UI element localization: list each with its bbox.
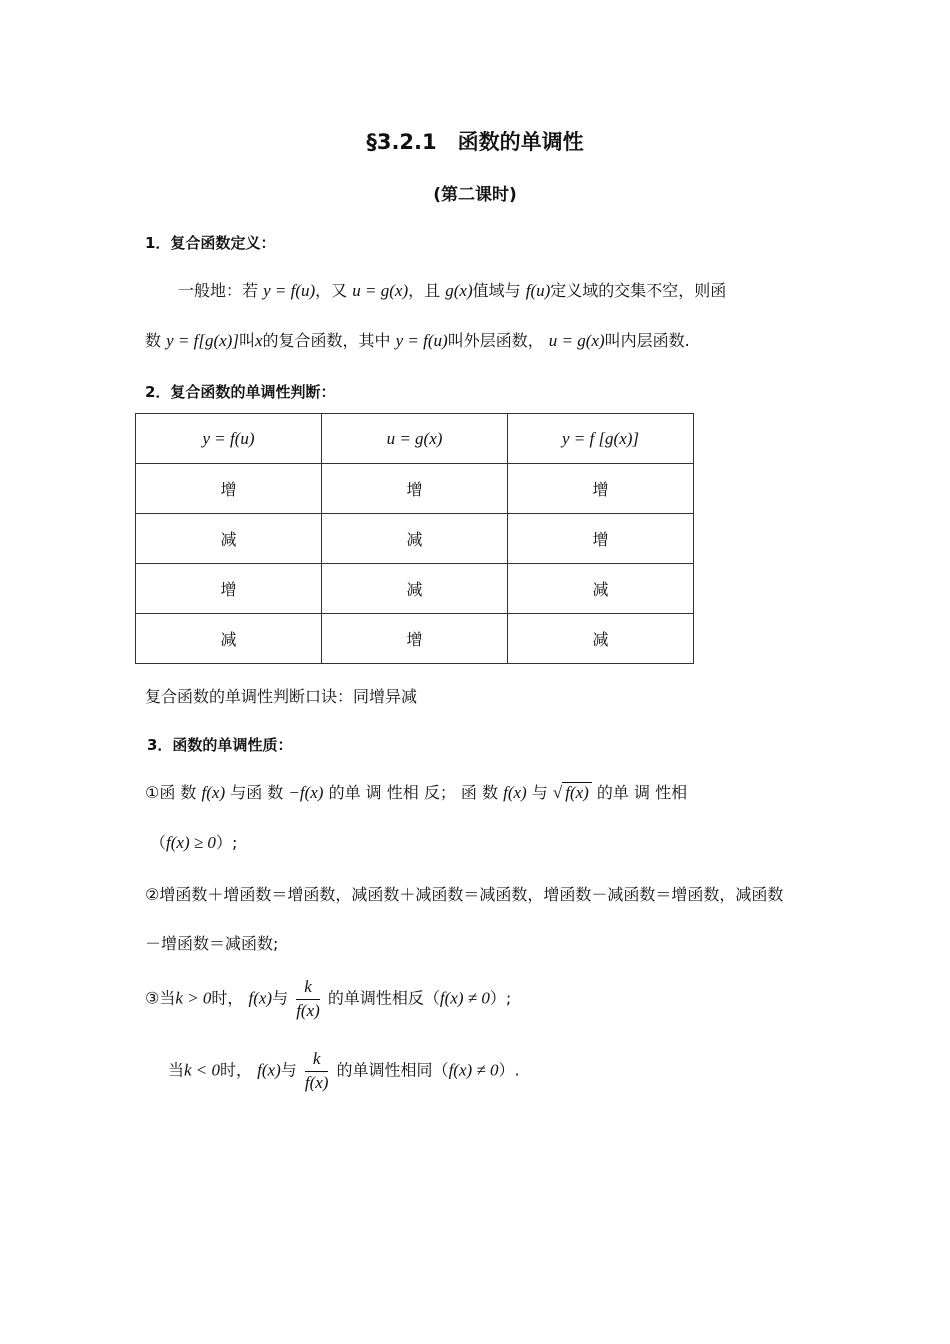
section-1-heading: 1．复合函数定义：: [145, 234, 276, 252]
table-cell: 减: [322, 564, 508, 614]
table-cell: 减: [508, 564, 694, 614]
table-cell: 减: [322, 514, 508, 564]
table-row: [136, 514, 694, 564]
property-1-line-1: ①函 数 f(x) 与函 数 −f(x) 的单 调 性相 反； 函 数 f(x) 与 √ f(x) 的单 调 性相: [145, 783, 688, 802]
fraction-k-over-fx: $\frac{k}{f(x)}$: [296, 977, 320, 1020]
table-note: 复合函数的单调性判断口诀：同增异减: [145, 687, 418, 706]
table-header-cell: y = f [g(x)]: [508, 414, 694, 464]
monotonicity-table: [135, 413, 694, 664]
page-title: §3.2.1 函数的单调性: [366, 130, 584, 154]
table-row: [136, 614, 694, 664]
table-header-row: [136, 414, 694, 464]
table-row: [136, 564, 694, 614]
table-cell: 增: [322, 614, 508, 664]
property-3-line-2: 当k < 0时， f(x)与 $\frac{k}{f(x)}$ 的单调性相同（f(x) ≠ 0）.: [168, 1049, 520, 1092]
table-cell: 增: [322, 464, 508, 514]
property-2-line-1: ②增函数＋增函数＝增函数，减函数＋减函数＝减函数，增函数－减函数＝增函数，减函数: [145, 885, 784, 904]
table-cell: 减: [136, 614, 322, 664]
s1-paragraph-line-1: 一般地：若 y = f(u)，又 u = g(x)，且 g(x)值域与 f(u)定义域的交集不空，则函: [178, 281, 727, 300]
fraction-k-over-fx: $\frac{k}{f(x)}$: [304, 1049, 329, 1092]
property-1-line-2: （f(x) ≥ 0）;: [150, 833, 238, 852]
table-cell: 减: [508, 614, 694, 664]
property-2-line-2: －增函数＝减函数;: [145, 934, 279, 953]
table-cell: 增: [508, 464, 694, 514]
table-header-cell: y = f(u): [136, 414, 322, 464]
section-2-heading: 2．复合函数的单调性判断：: [145, 383, 336, 401]
s1-paragraph-line-2: 数 y = f[g(x)]叫x的复合函数，其中 y = f(u)叫外层函数， u = g(x)叫内层函数.: [145, 331, 690, 350]
page-subtitle: (第二课时): [433, 185, 517, 205]
table-cell: 增: [508, 514, 694, 564]
table-row: [136, 464, 694, 514]
table-cell: 增: [136, 564, 322, 614]
table-cell: 减: [136, 514, 322, 564]
section-3-heading: 3．函数的单调性质：: [147, 736, 293, 754]
table-cell: 增: [136, 464, 322, 514]
property-3-line-1: ③当k > 0时， f(x)与 $\frac{k}{f(x)}$ 的单调性相反（f(x) ≠ 0）;: [145, 977, 512, 1020]
table-header-cell: u = g(x): [322, 414, 508, 464]
